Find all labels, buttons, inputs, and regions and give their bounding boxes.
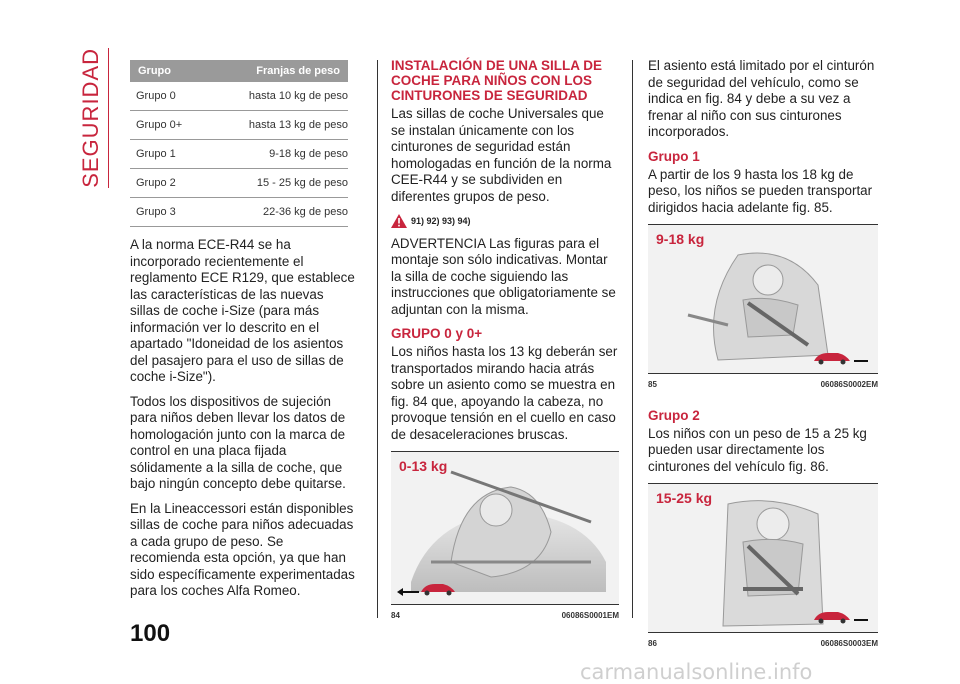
table-cell: Grupo 2 xyxy=(130,169,205,198)
paragraph: A partir de los 9 hasta los 18 kg de peso, los niños se pueden transportar dirigidos hacia adelante fig. 85. xyxy=(648,166,873,215)
section-rule xyxy=(108,48,109,188)
figure-weight-label: 9-18 kg xyxy=(656,231,705,247)
paragraph: A la norma ECE-R44 se ha incorporado recientemente el reglamento ECE R129, que establece las características de las nuevas sillas de coche i-Size (para más información ver lo descrito en el apartado "Idoneidad de los asientos del pasajero para el uso de sillas de coche i-Size"). xyxy=(130,237,355,384)
table-row xyxy=(130,82,348,111)
table-cell: Grupo 1 xyxy=(130,140,205,169)
paragraph: El asiento está limitado por el cinturón de seguridad del vehículo, como se indica en fig. 84 y debe a su vez a frenar al niño con sus cinturones incorporados. xyxy=(648,58,875,139)
figure-weight-label: 15-25 kg xyxy=(656,490,713,506)
sub-heading: GRUPO 0 y 0+ xyxy=(391,326,483,341)
column-divider xyxy=(632,60,633,618)
table-cell: Grupo 0 xyxy=(130,82,205,111)
figure-number: 84 xyxy=(391,611,400,620)
sub-heading: Grupo 2 xyxy=(648,407,700,423)
figure-caption xyxy=(391,605,619,625)
table-header-group: Grupo xyxy=(130,60,205,82)
section-heading: INSTALACIÓN DE UNA SILLA DE COCHE PARA NIÑOS CON LOS CINTURONES DE SEGURIDAD xyxy=(391,58,602,103)
figure-84 xyxy=(391,451,619,605)
warning-refs-text: 91) 92) 93) 94) xyxy=(411,216,471,226)
table-cell: hasta 13 kg de peso xyxy=(205,111,348,140)
paragraph: Las sillas de coche Universales que se instalan únicamente con los cinturones de seguridad están homologadas en función de la norma CEE-R44 y se subdividen en diferentes grupos de peso. xyxy=(391,106,612,204)
direction-car-icon xyxy=(812,345,872,367)
table-cell: Grupo 3 xyxy=(130,198,205,227)
column-3 xyxy=(648,58,878,653)
figure-code: 06086S0003EM xyxy=(820,639,878,648)
paragraph: Los niños hasta los 13 kg deberán ser transportados mirando hacia atrás sobre un asiento como se muestra en fig. 84 que, apoyando la cabeza, no provoque tensión en el cuello en caso de desaceleraciones bruscas. xyxy=(391,344,618,442)
paragraph: ADVERTENCIA Las figuras para el montaje son sólo indicativas. Montar la silla de coche siguiendo las instrucciones que obligatoriamente se adjuntan con la misma. xyxy=(391,235,616,317)
column-divider xyxy=(377,60,378,618)
page-number: 100 xyxy=(130,620,171,647)
paragraph: En la Lineaccessori están disponibles sillas de coche para niños adecuadas a cada grupo de peso. Se recomienda esta opción, ya que han sido específicamente experimentadas para los coches Alfa Romeo. xyxy=(130,500,355,598)
table-cell: hasta 10 kg de peso xyxy=(205,82,348,111)
figure-code: 06086S0002EM xyxy=(820,380,878,389)
figure-caption xyxy=(648,374,878,394)
table-row xyxy=(130,140,348,169)
table-header-weight: Franjas de peso xyxy=(205,60,348,82)
table-row xyxy=(130,169,348,198)
figure-number: 86 xyxy=(648,639,657,648)
figure-caption xyxy=(648,633,878,653)
figure-86 xyxy=(648,483,878,633)
figure-code: 06086S0001EM xyxy=(561,611,619,620)
figure-number: 85 xyxy=(648,380,657,389)
column-2 xyxy=(391,58,619,625)
weight-group-table xyxy=(130,60,348,227)
table-row xyxy=(130,111,348,140)
warning-triangle-icon xyxy=(391,214,407,228)
table-cell: 22-36 kg de peso xyxy=(205,198,348,227)
table-row xyxy=(130,198,348,227)
table-header-row xyxy=(130,60,348,82)
paragraph: Los niños con un peso de 15 a 25 kg pueden usar directamente los cinturones del vehículo fig. 86. xyxy=(648,425,867,474)
figure-weight-label: 0-13 kg xyxy=(399,458,448,474)
sub-heading: Grupo 1 xyxy=(648,148,700,164)
section-title: SEGURIDAD xyxy=(78,48,103,188)
warning-references xyxy=(391,213,619,230)
table-cell: 15 - 25 kg de peso xyxy=(205,169,348,198)
paragraph: Todos los dispositivos de sujeción para niños deben llevar los datos de homologación junto con la marca de control en una placa fijada sólidamente a la silla de coche, que bajo ningún concepto debe quitarse. xyxy=(130,393,346,491)
watermark: carmanualsonline.info xyxy=(580,660,813,684)
column-1 xyxy=(130,60,355,608)
direction-car-icon xyxy=(812,604,872,626)
table-cell: Grupo 0+ xyxy=(130,111,205,140)
table-cell: 9-18 kg de peso xyxy=(205,140,348,169)
figure-85 xyxy=(648,224,878,374)
direction-arrow-icon xyxy=(397,576,457,598)
